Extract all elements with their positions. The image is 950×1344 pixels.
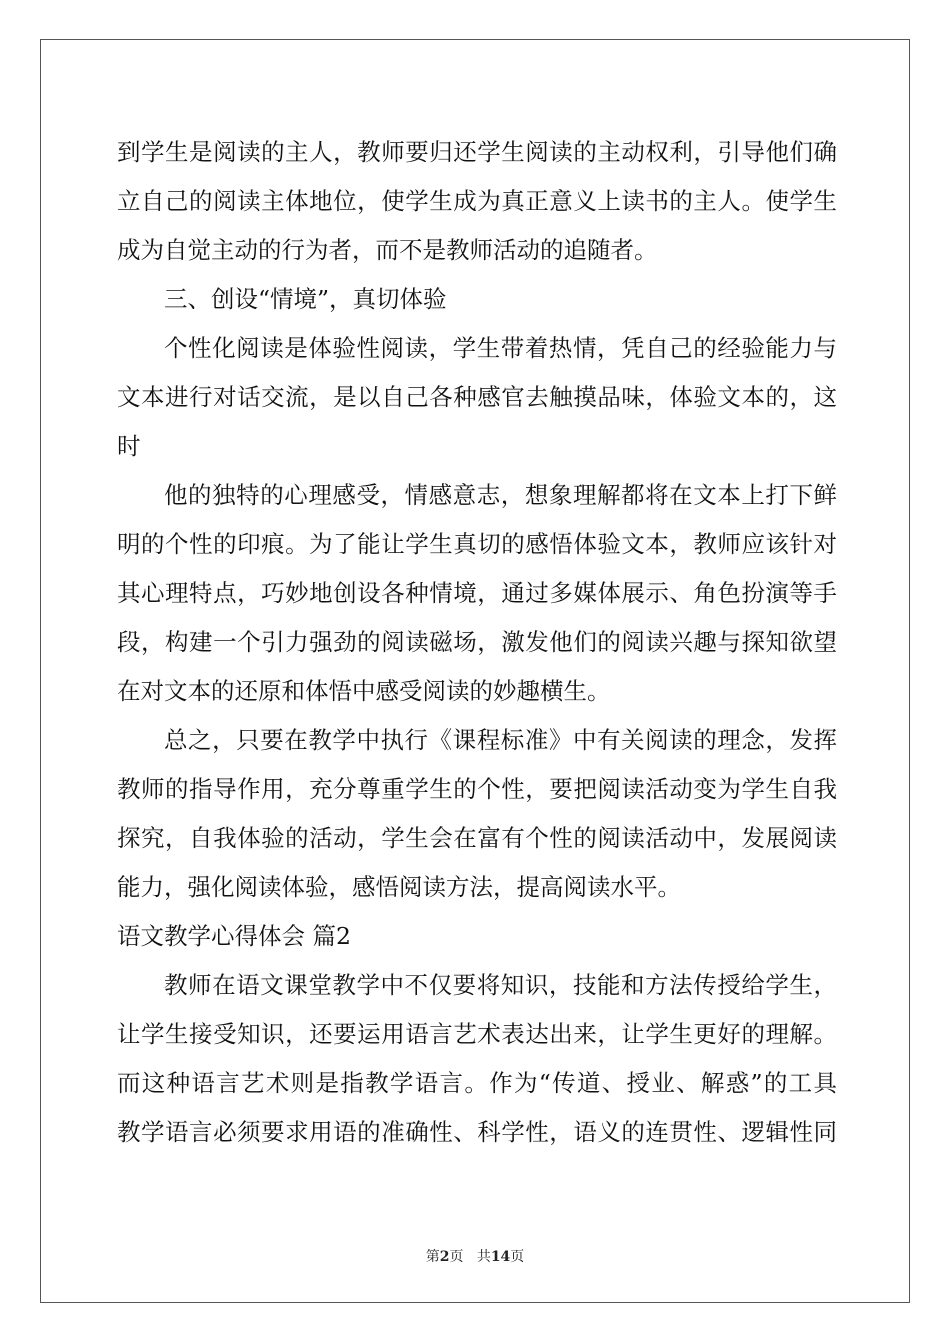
page-footer [0,1248,950,1266]
text-line: 时 [117,432,141,460]
text-line: 而这种语言艺术则是指教学语言。作为“传道、授业、解惑”的工具 [117,1069,837,1097]
footer-total-suffix: 页 [510,1249,525,1265]
text-line: 文本进行对话交流，是以自己各种感官去触摸品味，体验文本的，这 [117,383,837,411]
text-line: 能力，强化阅读体验，感悟阅读方法，提高阅读水平。 [117,873,681,901]
text-line: 探究，自我体验的活动，学生会在富有个性的阅读活动中，发展阅读 [117,824,837,852]
text-line: 教师的指导作用，充分尊重学生的个性，要把阅读活动变为学生自我 [117,775,837,803]
document-body [117,128,837,1157]
footer-page-prefix: 第 [425,1249,440,1265]
footer-total-prefix: 共 [476,1249,491,1265]
footer-page-suffix: 页 [449,1249,464,1265]
text-line: 教师在语文课堂教学中不仅要将知识，技能和方法传授给学生， [164,971,837,999]
text-line: 到学生是阅读的主人，教师要归还学生阅读的主动权利，引导他们确 [117,138,837,166]
text-line: 他的独特的心理感受，情感意志，想象理解都将在文本上打下鲜 [164,481,837,509]
text-line: 让学生接受知识，还要运用语言艺术表达出来，让学生更好的理解。 [117,1020,837,1048]
text-line: 其心理特点，巧妙地创设各种情境，通过多媒体展示、角色扮演等手 [117,579,837,607]
text-line: 三、创设“情境”，真切体验 [164,285,447,313]
text-line: 个性化阅读是体验性阅读，学生带着热情，凭自己的经验能力与 [164,334,837,362]
text-line: 总之，只要在教学中执行《课程标准》中有关阅读的理念，发挥 [164,726,837,754]
footer-page-number: 2 [439,1249,450,1265]
footer-total-pages: 14 [490,1249,511,1265]
text-line: 语文教学心得体会 篇2 [117,922,351,950]
text-line: 教学语言必须要求用语的准确性、科学性，语义的连贯性、逻辑性同 [117,1118,837,1146]
text-line: 明的个性的印痕。为了能让学生真切的感悟体验文本，教师应该针对 [117,530,837,558]
text-line: 段，构建一个引力强劲的阅读磁场，激发他们的阅读兴趣与探知欲望 [117,628,837,656]
text-line: 立自己的阅读主体地位，使学生成为真正意义上读书的主人。使学生 [117,187,837,215]
text-line: 成为自觉主动的行为者，而不是教师活动的追随者。 [117,236,658,264]
text-line: 在对文本的还原和体悟中感受阅读的妙趣横生。 [117,677,611,705]
